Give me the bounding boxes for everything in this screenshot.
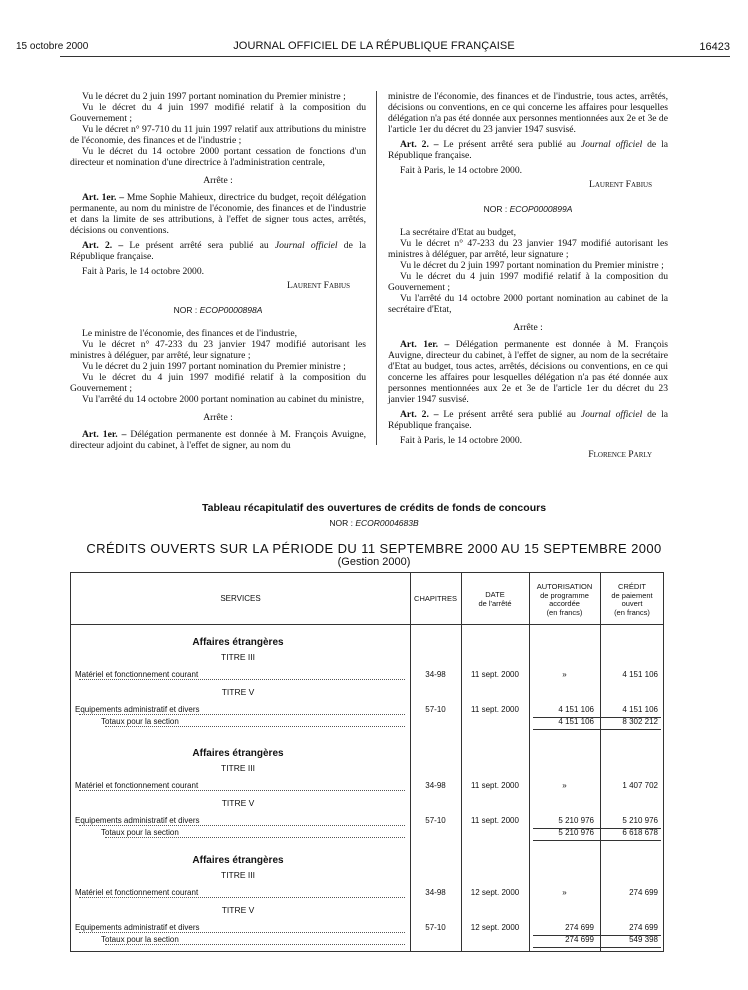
service-label: Equipements administratif et divers xyxy=(75,923,200,932)
header-services: SERVICES xyxy=(220,594,261,603)
chapitre-cell: 34-98 xyxy=(425,888,446,897)
arrete-heading: Arrête : xyxy=(203,412,233,423)
credits-subtitle: (Gestion 2000) xyxy=(337,556,411,568)
total-rule xyxy=(533,840,661,841)
paragraph: Vu le décret n° 47-233 du 23 janvier 1947 modifié autorisant les ministres à déléguer, par arrêté, leur signature ; xyxy=(70,339,366,361)
header-rule xyxy=(60,56,730,57)
header-rule xyxy=(71,624,663,625)
date-cell: 11 sept. 2000 xyxy=(471,705,519,714)
date-cell: 12 sept. 2000 xyxy=(470,923,520,932)
dot-leader xyxy=(79,825,405,826)
service-label: Matériel et fonctionnement courant xyxy=(75,670,199,679)
total-label: Totaux pour la section xyxy=(101,828,179,837)
service-label: Matériel et fonctionnement courant xyxy=(75,888,199,897)
header-line: ouvert xyxy=(621,599,643,608)
autorisation-cell: » xyxy=(562,888,567,897)
article-label: Art. 1er. – xyxy=(82,429,127,440)
header-autorisation xyxy=(529,583,600,617)
autorisation-cell: » xyxy=(562,781,567,790)
service-label: Matériel et fonctionnement courant xyxy=(75,781,199,790)
paragraph: Vu le décret n° 97-710 du 11 juin 1997 relatif aux attributions du ministre de l'économie, des finances et de l'industrie ; xyxy=(70,124,366,146)
total-label: Totaux pour la section xyxy=(101,717,179,726)
article-text: de la République française. xyxy=(388,409,668,431)
journal-title: JOURNAL OFFICIEL DE LA RÉPUBLIQUE FRANÇAISE xyxy=(233,40,515,52)
total-autorisation: 274 699 xyxy=(565,935,594,944)
signature: Laurent Fabius xyxy=(589,179,652,190)
credit-cell: 1 407 702 xyxy=(622,781,658,790)
header-line: (en francs) xyxy=(546,607,583,617)
titre-heading: TITRE V xyxy=(221,798,255,808)
paragraph: Vu le décret du 4 juin 1997 modifié relatif à la composition du Gouvernement ; xyxy=(388,271,668,293)
chapitre-cell: 34-98 xyxy=(425,670,446,679)
dot-leader xyxy=(79,790,405,791)
chapitre-cell: 34-98 xyxy=(425,781,446,790)
article-label: Art. 2. – xyxy=(82,240,124,251)
autorisation-cell: » xyxy=(562,670,567,679)
total-rule xyxy=(533,729,661,730)
article-label: Art. 2. – xyxy=(400,409,439,420)
credit-cell: 274 699 xyxy=(629,923,658,932)
header-line: de paiement xyxy=(611,590,653,600)
header-line: CRÉDIT xyxy=(618,582,646,591)
total-credit: 8 302 212 xyxy=(622,717,658,726)
header-chapitres: CHAPITRES xyxy=(414,594,457,603)
arrete-heading: Arrête : xyxy=(203,175,233,186)
paragraph: Vu le décret du 14 octobre 2000 portant cessation de fonctions d'un directeur et nomination d'une directrice à l'administration centrale, xyxy=(70,146,366,168)
paragraph: Le ministre de l'économie, des finances et de l'industrie, xyxy=(82,328,297,339)
journal-reference: Journal officiel xyxy=(580,139,643,150)
article-2 xyxy=(388,409,668,431)
paragraph: Vu le décret du 2 juin 1997 portant nomination du Premier ministre ; xyxy=(82,91,346,102)
service-label: Equipements administratif et divers xyxy=(75,816,200,825)
dot-leader xyxy=(79,679,405,680)
article-text: Mme Sophie Mahieux, directrice du budget, reçoit délégation permanente, au nom du ministre de l'économie, des finances et de l'industrie et dans la limite de ses attributions, à l'effet de signer tous actes, arrêtés, décisions ou conventions. xyxy=(70,192,366,236)
nor-reference xyxy=(388,204,668,215)
right-column xyxy=(388,91,668,460)
header-line: (en francs) xyxy=(614,607,650,617)
titre-heading: TITRE V xyxy=(221,687,255,697)
paragraph: Vu l'arrêté du 14 octobre 2000 portant nomination au cabinet de la secrétaire d'Etat, xyxy=(388,293,668,315)
credit-cell: 4 151 106 xyxy=(622,670,658,679)
article-text: Le présent arrêté sera publié au xyxy=(438,409,581,420)
paragraph: Vu le décret n° 47-233 du 23 janvier 1947 modifié autorisant les ministres à déléguer, par arrêté, leur signature ; xyxy=(388,238,668,260)
article-text: Délégation permanente est donnée à M. François Avuigne, directeur adjoint du cabinet, à l'effet de signer, au nom du xyxy=(70,429,366,451)
article-text: Le présent arrêté sera publié au xyxy=(123,240,275,251)
date-cell: 11 sept. 2000 xyxy=(471,781,519,790)
arrete-heading: Arrête : xyxy=(513,322,543,333)
fait-a-paris: Fait à Paris, le 14 octobre 2000. xyxy=(400,165,523,176)
nor-code: ECOP0000899A xyxy=(509,204,573,214)
credit-cell: 5 210 976 xyxy=(622,816,658,825)
table-title: Tableau récapitulatif des ouvertures de crédits de fonds de concours xyxy=(201,502,547,514)
titre-heading: TITRE III xyxy=(221,870,255,880)
service-label: Equipements administratif et divers xyxy=(75,705,200,714)
fait-a-paris: Fait à Paris, le 14 octobre 2000. xyxy=(82,266,205,277)
nor-code: ECOP0000898A xyxy=(199,305,263,315)
header-line: DATE xyxy=(485,590,505,599)
autorisation-cell: 5 210 976 xyxy=(558,816,594,825)
paragraph: Vu le décret du 2 juin 1997 portant nomination du Premier ministre ; xyxy=(82,361,346,372)
dot-leader xyxy=(105,837,405,838)
total-rule xyxy=(533,947,661,948)
nor-code: ECOR0004683B xyxy=(355,518,419,528)
article-1 xyxy=(70,192,366,236)
titre-heading: TITRE III xyxy=(221,763,255,773)
article-text: de la République française. xyxy=(70,240,366,262)
section-heading: Affaires étrangères xyxy=(192,748,284,759)
titre-heading: TITRE III xyxy=(221,652,255,662)
dot-leader xyxy=(79,932,405,933)
page-number: 16423 xyxy=(699,41,730,53)
article-1 xyxy=(388,339,668,405)
journal-reference: Journal officiel xyxy=(274,240,338,251)
section-heading: Affaires étrangères xyxy=(192,855,284,866)
header-line: de l'arrêté xyxy=(478,598,512,608)
paragraph: La secrétaire d'Etat au budget, xyxy=(400,227,516,238)
total-autorisation: 4 151 106 xyxy=(558,717,594,726)
article-text: Délégation permanente est donnée à M. François Auvigne, directeur du cabinet, à l'effet de signer, au nom de la secrétaire d'Etat au budget, tous actes, arrêtés, décisions ou conventions, en ce qui concerne les affaires pour lesquelles délégation n'a pas été donnée aux personnes mentionnées aux 2e et 3e de l'article 1er du décret du 23 janvier 1947 susvisé. xyxy=(388,339,668,405)
total-credit: 6 618 678 xyxy=(622,828,658,837)
article-1 xyxy=(70,429,366,451)
paragraph: ministre de l'économie, des finances et de l'industrie, tous actes, arrêtés, décisions ou conventions, en ce qui concerne les affaires pour lesquelles délégation n'a pas été donnée aux personnes mentionnées aux 2e et 3e de l'article 1er du décret du 23 janvier 1947 susvisé. xyxy=(388,91,668,135)
header-line: AUTORISATION xyxy=(536,582,593,591)
article-2 xyxy=(388,139,668,161)
header-line: de programme xyxy=(540,590,589,600)
fait-a-paris: Fait à Paris, le 14 octobre 2000. xyxy=(400,435,523,446)
chapitre-cell: 57-10 xyxy=(425,816,446,825)
dot-leader xyxy=(79,714,405,715)
column-divider xyxy=(376,91,377,445)
nor-label: NOR : xyxy=(329,518,356,528)
autorisation-cell: 274 699 xyxy=(565,923,594,932)
chapitre-cell: 57-10 xyxy=(425,705,446,714)
table-nor xyxy=(0,518,748,528)
article-label: Art. 1er. – xyxy=(400,339,450,350)
paragraph: Vu le décret du 2 juin 1997 portant nomination du Premier ministre ; xyxy=(400,260,664,271)
signature: Laurent Fabius xyxy=(287,280,350,291)
signature: Florence Parly xyxy=(588,449,652,460)
nor-reference xyxy=(70,305,366,316)
paragraph: Vu l'arrêté du 14 octobre 2000 portant nomination au cabinet du ministre, xyxy=(82,394,364,405)
header-line: accordée xyxy=(549,599,580,608)
credit-cell: 274 699 xyxy=(629,888,658,897)
date-cell: 11 sept. 2000 xyxy=(471,816,519,825)
date-cell: 12 sept. 2000 xyxy=(470,888,520,897)
dot-leader xyxy=(105,726,405,727)
credits-table xyxy=(70,572,664,952)
credits-title: CRÉDITS OUVERTS SUR LA PÉRIODE DU 11 SEPTEMBRE 2000 AU 15 SEPTEMBRE 2000 xyxy=(86,541,662,556)
article-text: de la République française. xyxy=(388,139,668,161)
nor-label: NOR : xyxy=(173,305,200,315)
date-cell: 11 sept. 2000 xyxy=(471,670,519,679)
left-column xyxy=(70,91,366,451)
total-credit: 549 398 xyxy=(629,935,658,944)
paragraph: Vu le décret du 4 juin 1997 modifié relatif à la composition du Gouvernement ; xyxy=(70,102,366,124)
journal-reference: Journal officiel xyxy=(580,409,643,420)
credit-cell: 4 151 106 xyxy=(622,705,658,714)
header-credit xyxy=(600,583,664,617)
article-text: Le présent arrêté sera publié au xyxy=(438,139,581,150)
article-label: Art. 1er. – xyxy=(82,192,125,203)
article-label: Art. 2. – xyxy=(400,139,439,150)
autorisation-cell: 4 151 106 xyxy=(558,705,594,714)
total-autorisation: 5 210 976 xyxy=(558,828,594,837)
header-date: 15 octobre 2000 xyxy=(16,41,89,52)
total-label: Totaux pour la section xyxy=(101,935,179,944)
chapitre-cell: 57-10 xyxy=(425,923,446,932)
dot-leader xyxy=(79,897,405,898)
dot-leader xyxy=(105,944,405,945)
header-date xyxy=(461,591,529,608)
section-heading: Affaires étrangères xyxy=(192,637,284,648)
paragraph: Vu le décret du 4 juin 1997 modifié relatif à la composition du Gouvernement ; xyxy=(70,372,366,394)
nor-label: NOR : xyxy=(483,204,510,214)
article-2 xyxy=(70,240,366,262)
titre-heading: TITRE V xyxy=(221,905,255,915)
